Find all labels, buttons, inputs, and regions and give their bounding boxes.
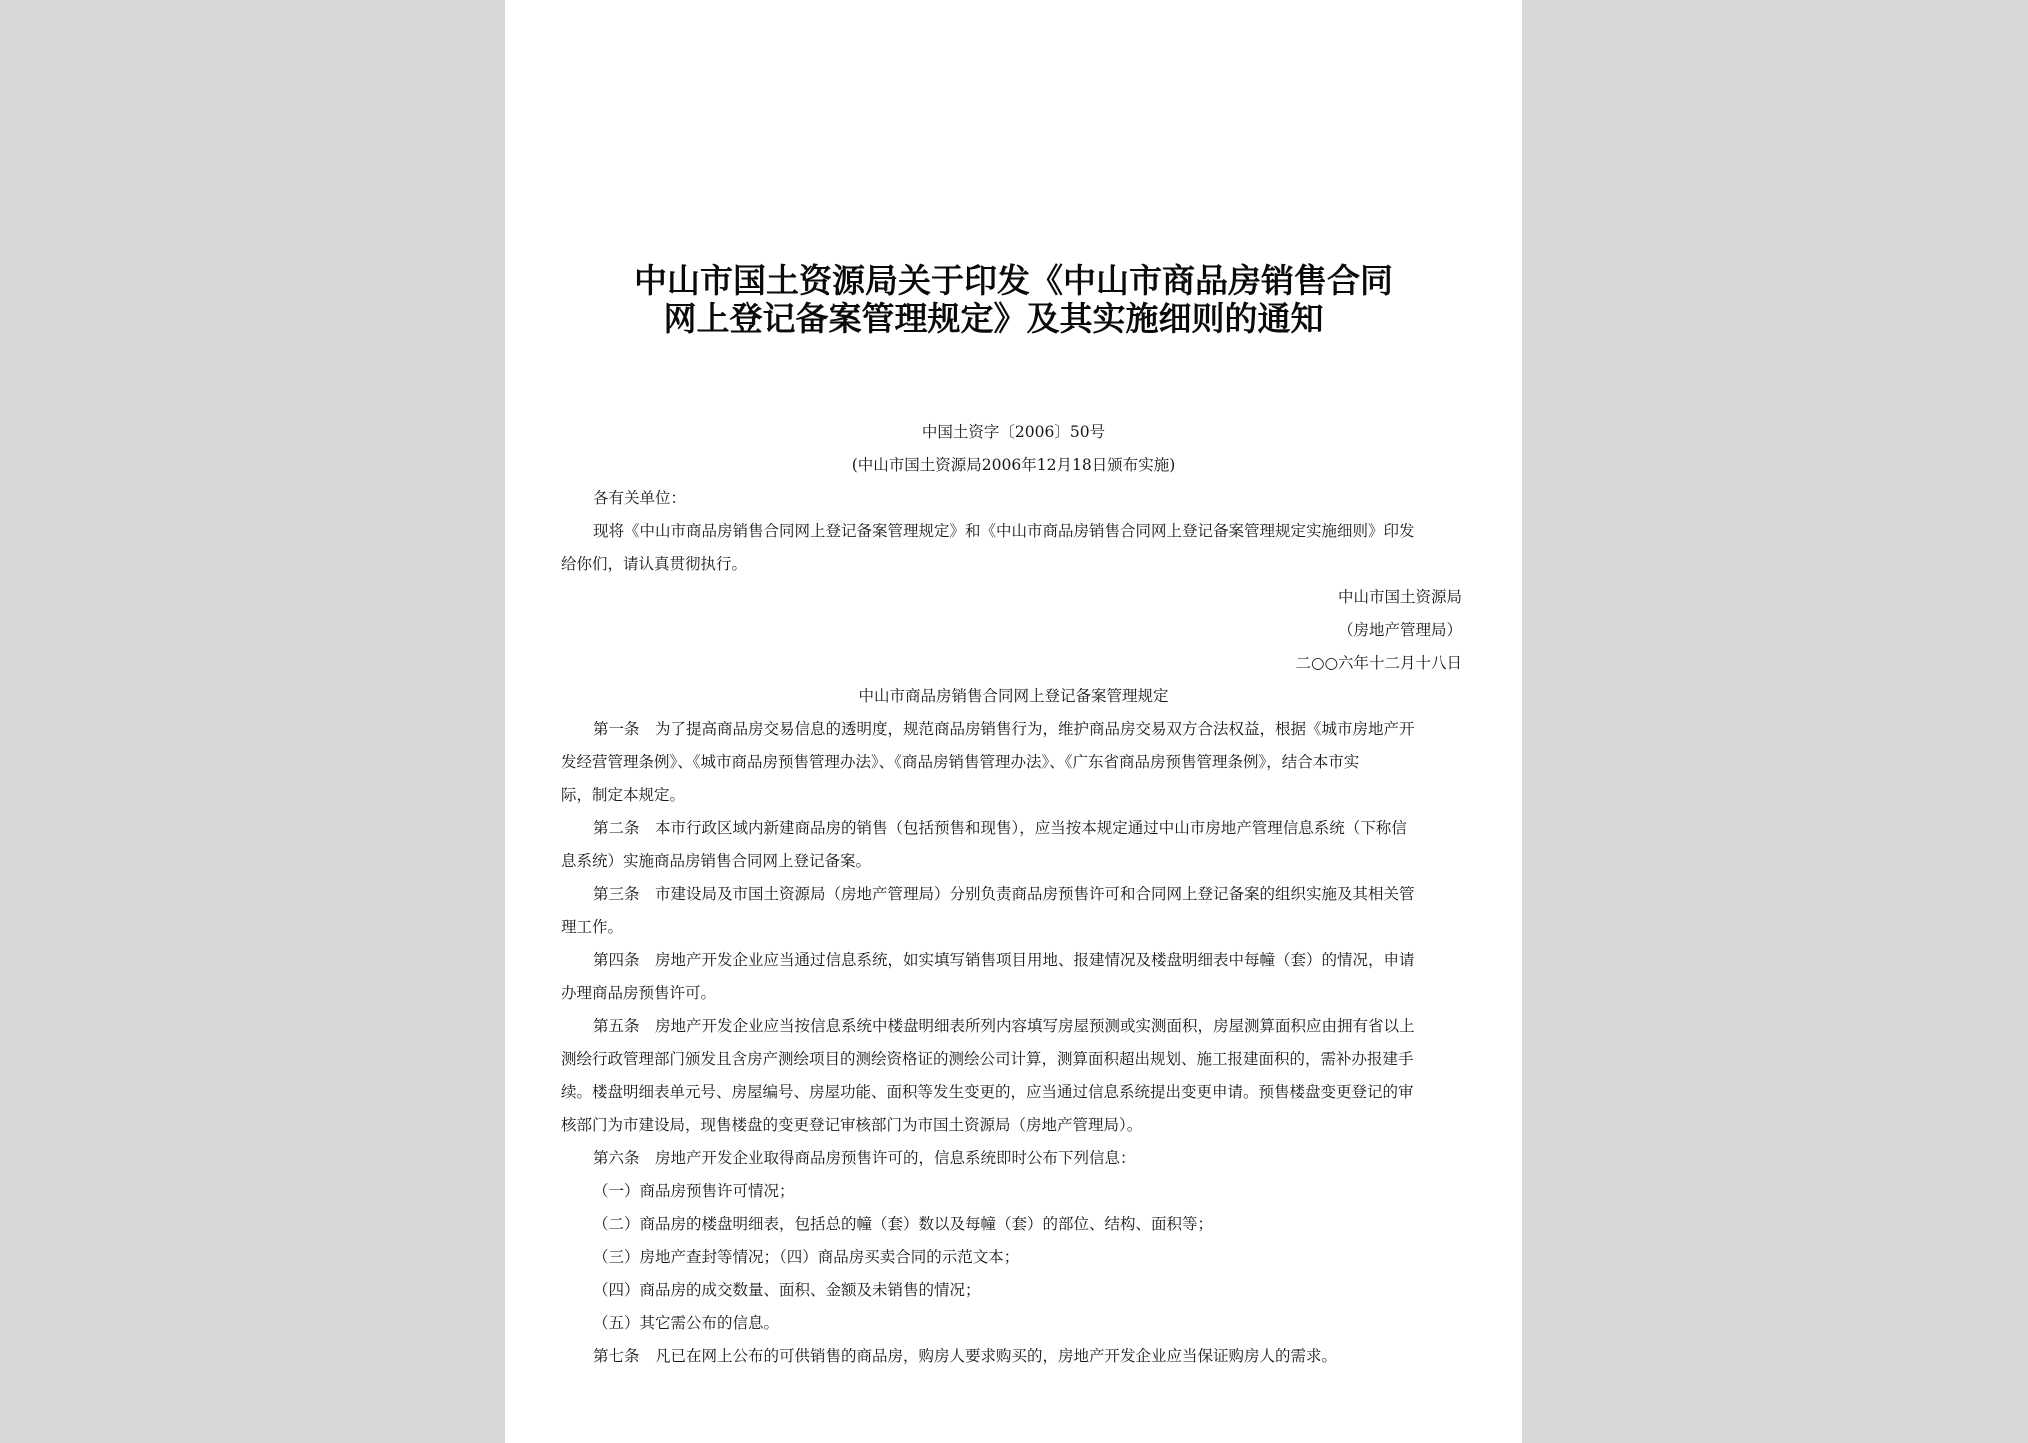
article-7-line-1: 第七条 凡已在网上公布的可供销售的商品房，购房人要求购买的，房地产开发企业应当保证购房人的需求。 <box>593 1347 1338 1365</box>
article-6-line-1: 第六条 房地产开发企业取得商品房预售许可的，信息系统即时公布下列信息： <box>593 1149 1136 1167</box>
document-page <box>505 0 1522 1443</box>
article-2-line-1: 第二条 本市行政区域内新建商品房的销售（包括预售和现售），应当按本规定通过中山市房地产管理信息系统（下称信 <box>593 819 1407 837</box>
article-1-line-2: 发经营管理条例》、《城市商品房预售管理办法》、《商品房销售管理办法》、《广东省商品房预售管理条例》，结合本市实 <box>561 753 1360 771</box>
article-6-item-4: （四）商品房的成交数量、面积、金额及未销售的情况； <box>593 1281 981 1299</box>
article-3-line-2: 理工作。 <box>561 918 624 936</box>
signer-bureau: （房地产管理局） <box>1337 621 1462 639</box>
article-4-line-2: 办理商品房预售许可。 <box>561 984 717 1002</box>
signer-name: 中山市国土资源局 <box>1337 588 1462 606</box>
title-line-2: 网上登记备案管理规定》及其实施细则的通知 <box>663 299 1324 338</box>
article-5-line-2: 测绘行政管理部门颁发且含房产测绘项目的测绘资格证的测绘公司计算，测算面积超出规划、施工报建面积的，需补办报建手 <box>561 1050 1414 1068</box>
article-6-item-1: （一）商品房预售许可情况； <box>593 1182 795 1200</box>
article-3-line-1: 第三条 市建设局及市国土资源局（房地产管理局）分别负责商品房预售许可和合同网上登记备案的组织实施及其相关管 <box>593 885 1415 903</box>
article-1-line-3: 际，制定本规定。 <box>561 786 686 804</box>
article-2-line-2: 息系统）实施商品房销售合同网上登记备案。 <box>561 852 872 870</box>
article-4-line-1: 第四条 房地产开发企业应当通过信息系统，如实填写销售项目用地、报建情况及楼盘明细表中每幢（套）的情况，申请 <box>593 951 1415 969</box>
article-1-line-1: 第一条 为了提高商品房交易信息的透明度，规范商品房销售行为，维护商品房交易双方合法权益，根据《城市房地产开 <box>593 720 1415 738</box>
article-6-item-5: （五）其它需公布的信息。 <box>593 1314 780 1332</box>
article-5-line-3: 续。楼盘明细表单元号、房屋编号、房屋功能、面积等发生变更的，应当通过信息系统提出变更申请。预售楼盘变更登记的审 <box>561 1083 1414 1101</box>
document-title <box>505 262 1522 338</box>
salutation: 各有关单位： <box>593 489 687 507</box>
document-number: 中国土资字〔2006〕50号 <box>921 423 1106 441</box>
article-6-item-2: （二）商品房的楼盘明细表，包括总的幢（套）数以及每幢（套）的部位、结构、面积等； <box>593 1215 1214 1233</box>
article-5-line-1: 第五条 房地产开发企业应当按信息系统中楼盘明细表所列内容填写房屋预测或实测面积，房屋测算面积应由拥有省以上 <box>593 1017 1415 1035</box>
article-5-line-4: 核部门为市建设局，现售楼盘的变更登记审核部门为市国土资源局（房地产管理局）。 <box>561 1116 1143 1134</box>
sign-date: 二○○六年十二月十八日 <box>1295 654 1462 672</box>
issued-note: (中山市国土资源局2006年12月18日颁布实施) <box>851 456 1176 474</box>
regulation-title: 中山市商品房销售合同网上登记备案管理规定 <box>858 687 1169 705</box>
article-6-item-3: （三）房地产查封等情况；（四）商品房买卖合同的示范文本； <box>593 1248 1020 1266</box>
title-line-1: 中山市国土资源局关于印发《中山市商品房销售合同 <box>634 261 1393 300</box>
intro-line-2: 给你们，请认真贯彻执行。 <box>561 555 748 573</box>
intro-line-1: 现将《中山市商品房销售合同网上登记备案管理规定》和《中山市商品房销售合同网上登记备案管理规定实施细则》印发 <box>593 522 1415 540</box>
